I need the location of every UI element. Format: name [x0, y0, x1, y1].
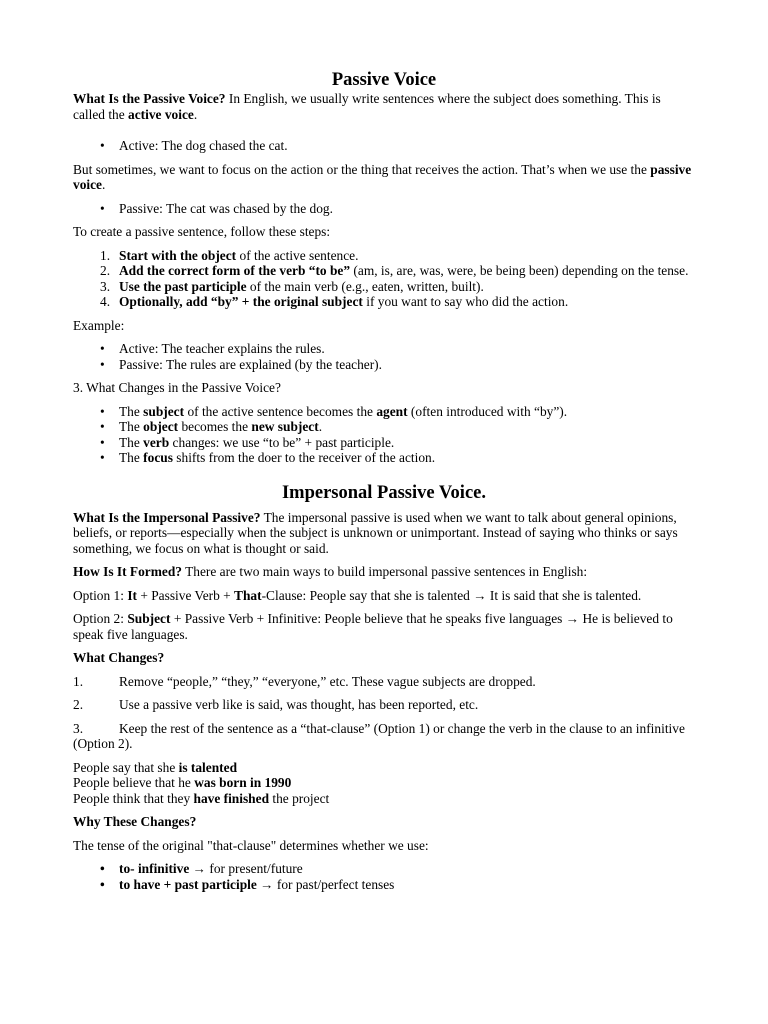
- what-changes-heading: What Changes?: [73, 650, 165, 665]
- examples-list: [73, 341, 695, 372]
- steps-intro: To create a passive sentence, follow these steps:: [73, 224, 331, 239]
- final-list: [73, 861, 695, 892]
- numbered-paragraph: 2. Use a passive verb like is said, was thought, has been reported, etc.: [73, 697, 479, 712]
- steps-list: [73, 248, 695, 310]
- people-examples: [73, 760, 695, 807]
- numbered-paragraph: 3. Keep the rest of the sentence as a “that-clause” (Option 1) or change the verb in the clause to an infinitive (Option 2).: [73, 720, 685, 751]
- passive-example-list: [73, 201, 695, 217]
- list-item: • to- infinitive → for present/future: [73, 861, 695, 877]
- step-item: 1. Start with the object of the active sentence.: [100, 247, 359, 263]
- changes-heading: 3. What Changes in the Passive Voice?: [73, 380, 281, 395]
- list-item: • The subject of the active sentence becomes the agent (often introduced with “by”).: [73, 404, 695, 420]
- page-title: Passive Voice: [331, 70, 437, 90]
- list-item: • The focus shifts from the doer to the receiver of the action.: [73, 450, 695, 466]
- step-item: 4. Optionally, add “by” + the original subject if you want to say who did the action.: [100, 294, 569, 309]
- people-line: People believe that he was born in 1990: [73, 775, 292, 790]
- step-item: 2. Add the correct form of the verb “to be” (am, is, are, was, were, be being been) depending on the tense.: [100, 263, 689, 278]
- people-line: People think that they have finished the project: [73, 790, 330, 806]
- list-item: • Active: The teacher explains the rules.: [73, 341, 695, 357]
- changes-list: [73, 404, 695, 466]
- example-label: Example:: [73, 317, 125, 333]
- option2-paragraph: Option 2: Subject + Passive Verb + Infinitive: People believe that he speaks five languages → He is believed to speak five languages.: [73, 611, 673, 642]
- section-title-impersonal: Impersonal Passive Voice.: [281, 482, 486, 503]
- people-line: People say that she is talented: [73, 759, 238, 775]
- numbered-paragraph: 1. Remove “people,” “they,” “everyone,” etc. These vague subjects are dropped.: [73, 673, 536, 689]
- tense-paragraph: The tense of the original "that-clause" determines whether we use:: [73, 837, 429, 853]
- list-item: • to have + past participle → for past/perfect tenses: [73, 877, 695, 893]
- option1-paragraph: Option 1: It + Passive Verb + That-Clause: People say that she is talented → It is said that she is talented.: [73, 587, 642, 603]
- intro-paragraph: What Is the Passive Voice? In English, we usually write sentences where the subject does something. This is called the active voice.: [73, 91, 661, 122]
- sometimes-paragraph: But sometimes, we want to focus on the action or the thing that receives the action. That’s when we use the passive voice.: [73, 161, 692, 192]
- list-item: • The verb changes: we use “to be” + past participle.: [73, 435, 695, 451]
- formed-paragraph: How Is It Formed? There are two main ways to build impersonal passive sentences in English:: [73, 564, 588, 579]
- why-heading: Why These Changes?: [73, 814, 197, 829]
- document-page: [73, 69, 695, 900]
- list-item: • The object becomes the new subject.: [73, 419, 695, 435]
- impersonal-intro: What Is the Impersonal Passive? The impersonal passive is used when we want to talk about general opinions, beliefs, or reports—especially when the subject is unknown or unimportant. Instead of saying who thinks or says something, we focus on what is thought or said.: [73, 509, 678, 556]
- step-item: 3. Use the past participle of the main verb (e.g., eaten, written, built).: [100, 278, 484, 294]
- list-item: • Active: The dog chased the cat.: [73, 138, 695, 154]
- intro-question: What Is the Passive Voice?: [73, 91, 226, 106]
- active-example-list: [73, 138, 695, 154]
- list-item: • Passive: The rules are explained (by the teacher).: [73, 357, 695, 373]
- list-item: • Passive: The cat was chased by the dog.: [73, 201, 695, 217]
